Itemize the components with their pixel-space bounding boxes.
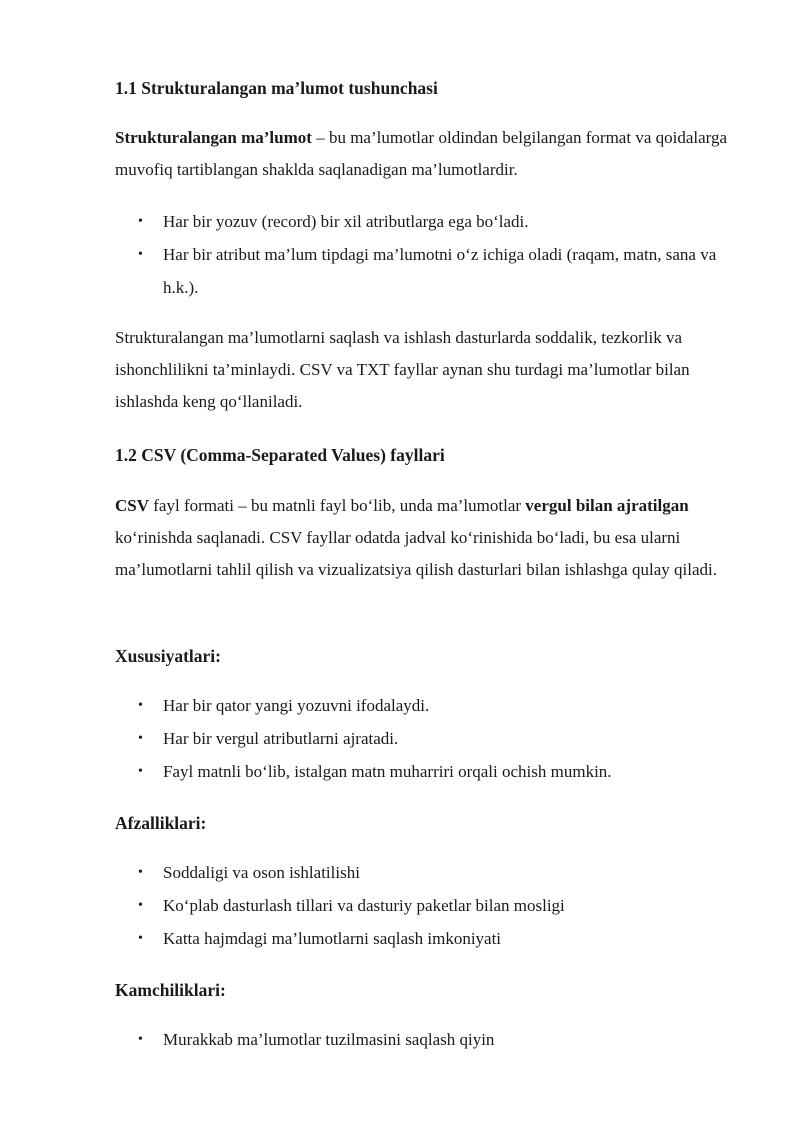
section-1-heading: 1.1 Strukturalangan ma’lumot tushunchasi — [115, 78, 438, 98]
features-list — [115, 689, 750, 788]
csv-bold-phrase: vergul bilan ajratilgan — [525, 496, 689, 515]
list-item: • Har bir qator yangi yozuvni ifodalaydi. — [115, 689, 750, 722]
advantages-list — [115, 856, 750, 955]
bullet-icon: • — [138, 731, 143, 746]
bullet-icon: • — [138, 214, 143, 229]
bullet-icon: • — [138, 865, 143, 880]
definition-term: Strukturalangan ma’lumot — [115, 128, 312, 147]
section-2-heading: 1.2 CSV (Comma-Separated Values) fayllari — [115, 445, 445, 465]
disadvantages-heading: Kamchiliklari: — [115, 980, 226, 1000]
advantages-heading: Afzalliklari: — [115, 813, 207, 833]
csv-term: CSV — [115, 496, 150, 515]
bullet-icon: • — [138, 1032, 143, 1047]
list-item: • Har bir yozuv (record) bir xil atributlarga ega bo‘ladi. — [115, 205, 750, 238]
bullet-icon: • — [138, 898, 143, 913]
bullet-icon: • — [138, 698, 143, 713]
section-1-bullet-list — [115, 205, 750, 304]
list-item: • Murakkab ma’lumotlar tuzilmasini saqlash qiyin — [115, 1023, 750, 1056]
disadvantages-list — [115, 1023, 750, 1056]
list-item: • Ko‘plab dasturlash tillari va dasturiy paketlar bilan mosligi — [115, 889, 750, 922]
csv-intro-paragraph: CSV fayl formati – bu matnli fayl bo‘lib, unda ma’lumotlar vergul bilan ajratilgan ko‘rinishda saqlanadi. CSV fayllar odatda jadval ko‘rinishida bo‘ladi, bu esa ularni ma’lumotlarni tahlil qilish va vizualizatsiya qilish dasturlari bilan ishlashga qulay qiladi. — [115, 496, 717, 579]
bullet-icon: • — [138, 931, 143, 946]
list-item: • Soddaligi va oson ishlatilishi — [115, 856, 750, 889]
bullet-icon: • — [138, 764, 143, 779]
list-item: • Har bir atribut ma’lum tipdagi ma’lumotni o‘z ichiga oladi (raqam, matn, sana va h.k.). — [115, 238, 750, 304]
features-heading: Xususiyatlari: — [115, 646, 221, 666]
bullet-icon: • — [138, 247, 143, 262]
summary-paragraph: Strukturalangan ma’lumotlarni saqlash va ishlash dasturlarda soddalik, tezkorlik va ishonchlilikni ta’minlaydi. CSV va TXT fayllar aynan shu turdagi ma’lumotlar bilan ishlashda keng qo‘llaniladi. — [115, 328, 690, 411]
list-item: • Har bir vergul atributlarni ajratadi. — [115, 722, 750, 755]
list-item: • Katta hajmdagi ma’lumotlarni saqlash imkoniyati — [115, 922, 750, 955]
list-item: • Fayl matnli bo‘lib, istalgan matn muharriri orqali ochish mumkin. — [115, 755, 750, 788]
definition-paragraph — [115, 122, 750, 186]
definition-text: – bu ma’lumotlar oldindan belgilangan format va qoidalarga muvofiq tartiblangan shaklda saqlanadigan ma’lumotlardir. — [115, 128, 728, 179]
